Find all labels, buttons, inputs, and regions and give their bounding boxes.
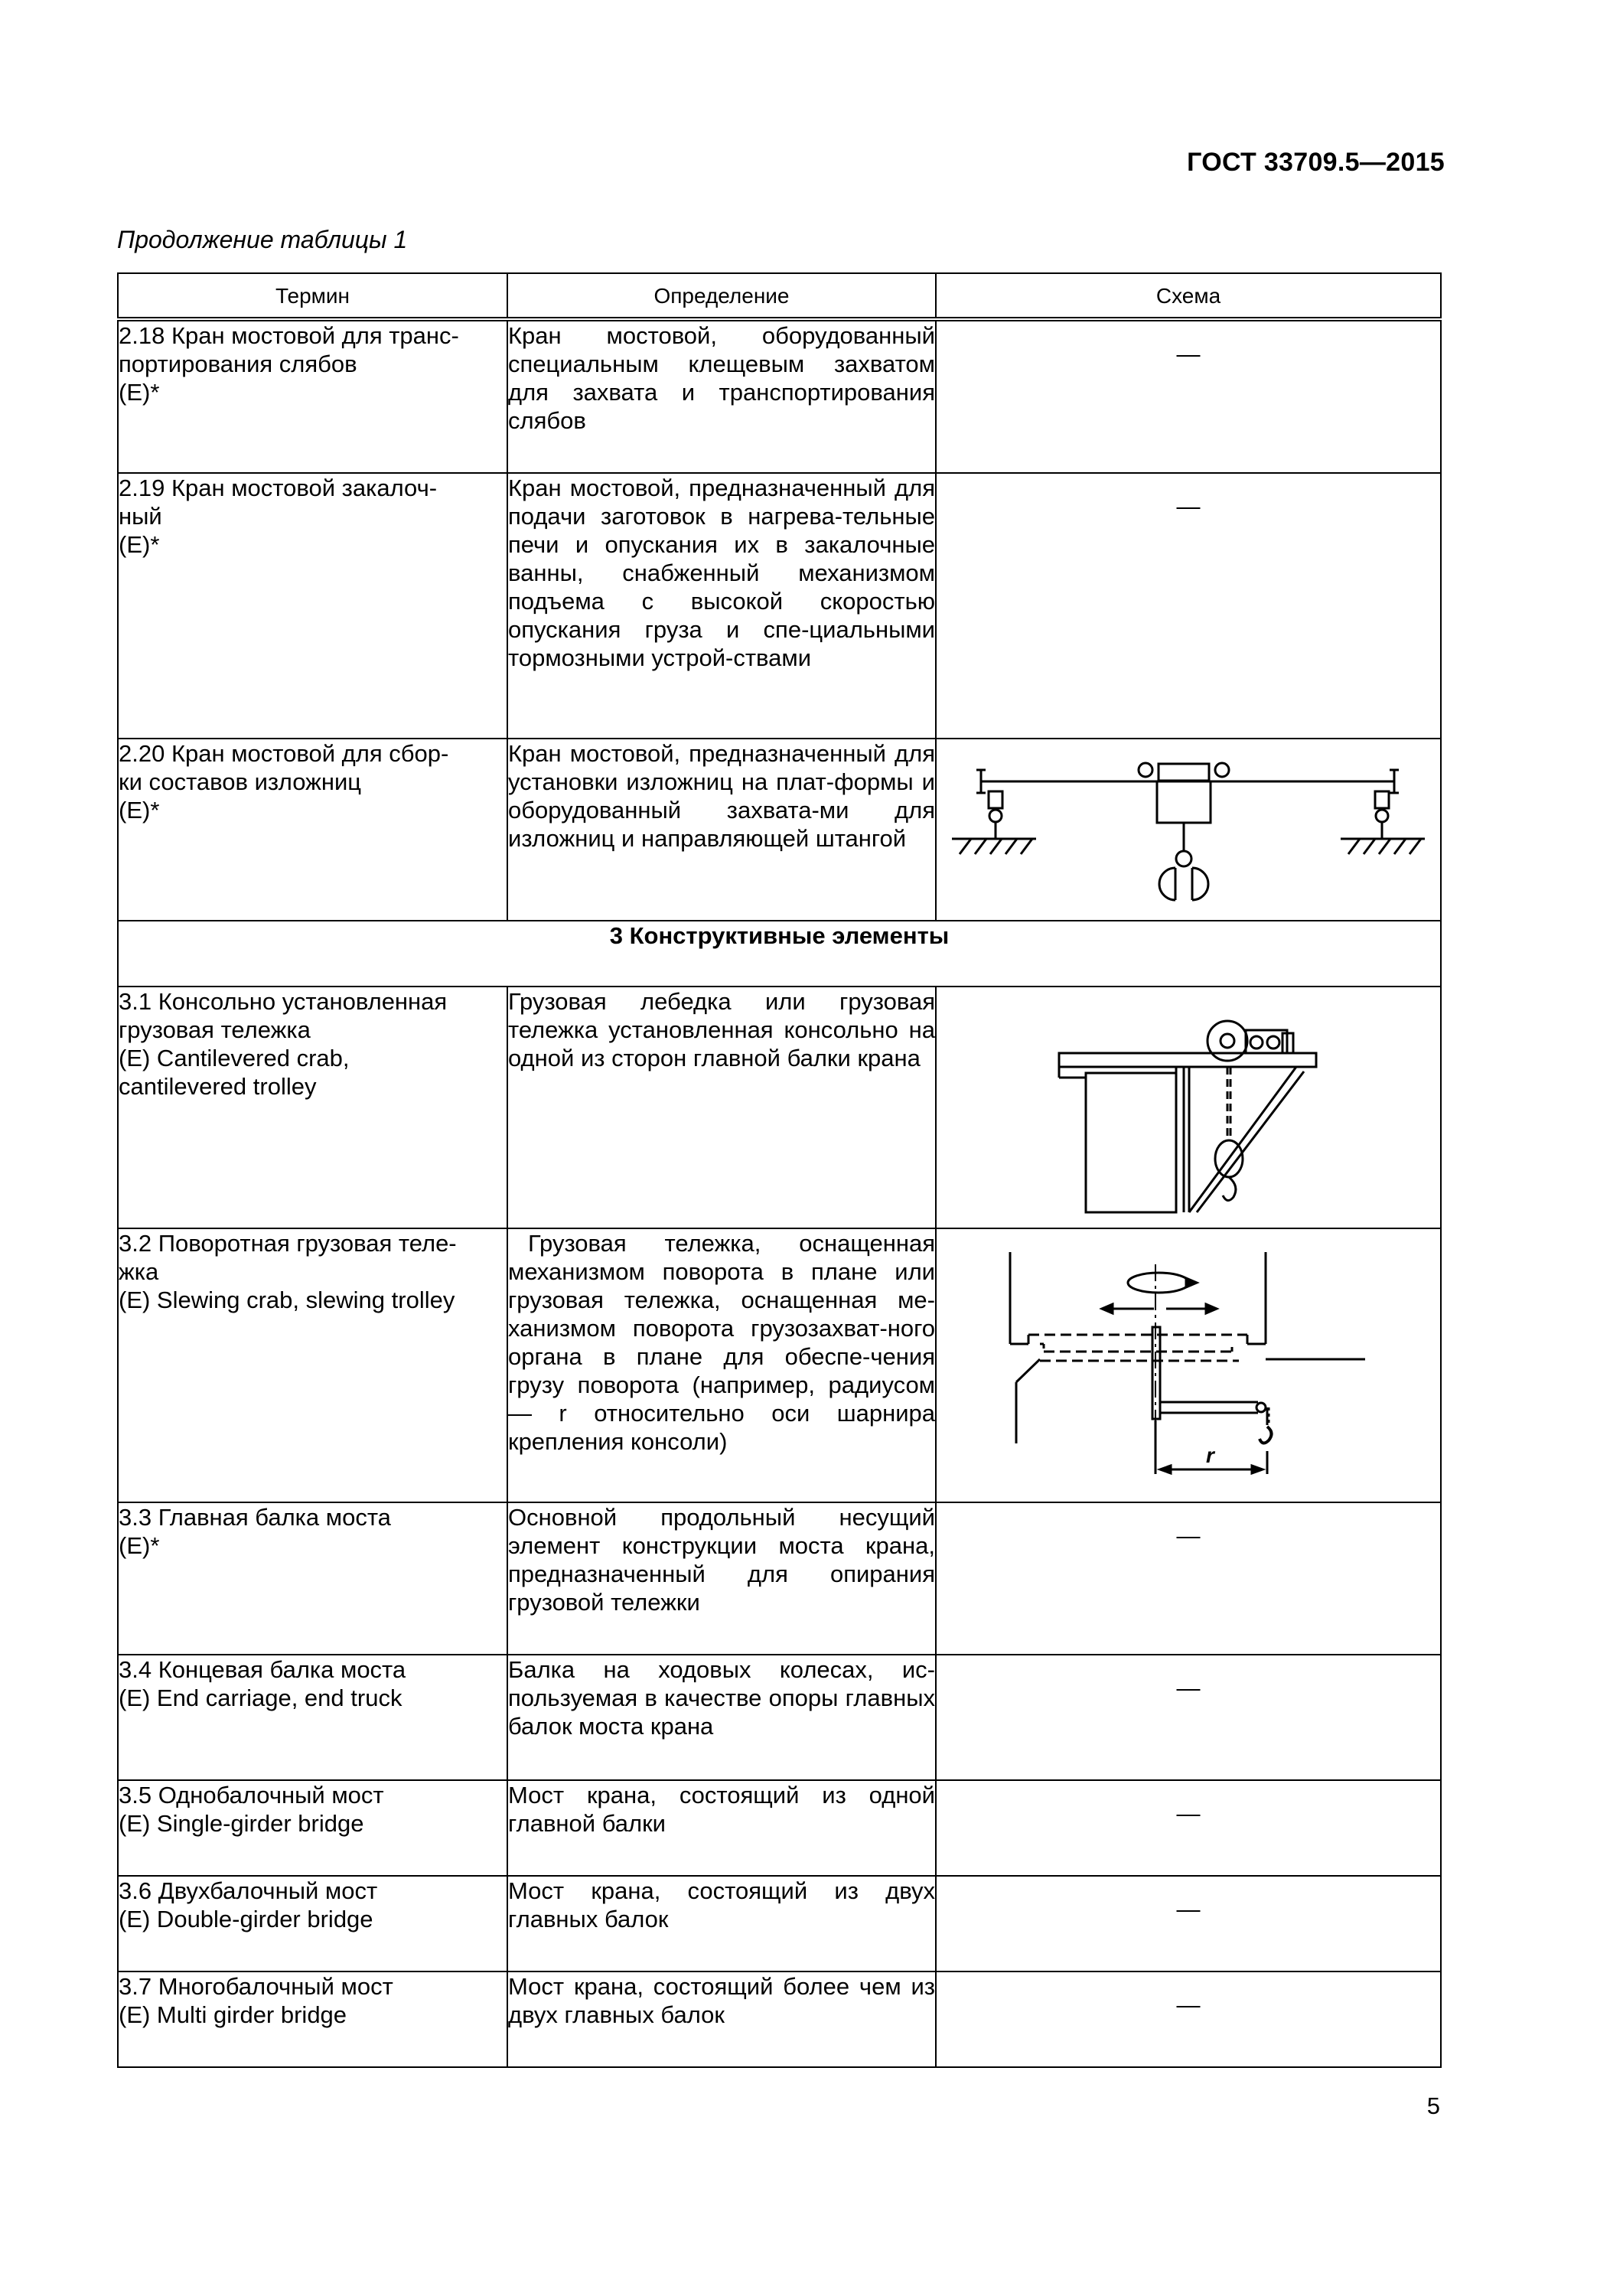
table-header-row bbox=[118, 273, 1441, 319]
definition-cell: Грузовая лебедка или грузовая тележка установленная консольно на одной из сторон главной балки крана bbox=[507, 987, 936, 1228]
term-line: 2.20 Кран мостовой для сбор- bbox=[119, 740, 449, 767]
table-row bbox=[118, 987, 1441, 1228]
term-line: 3.6 Двухбалочный мост bbox=[119, 1877, 378, 1904]
table-row bbox=[118, 1228, 1441, 1502]
schema-dash: — bbox=[1176, 341, 1201, 367]
term-line: (E) Single-girder bridge bbox=[119, 1810, 364, 1837]
term-line: (E)* bbox=[119, 379, 160, 406]
table-row bbox=[118, 1655, 1441, 1780]
table-row bbox=[118, 1780, 1441, 1876]
schema-cell bbox=[936, 739, 1441, 921]
schema-dash: — bbox=[1176, 1896, 1201, 1923]
term-cell bbox=[118, 739, 507, 921]
table-row bbox=[118, 319, 1441, 473]
schema-dash: — bbox=[1176, 1991, 1201, 2018]
term-line: 3.7 Многобалочный мост bbox=[119, 1973, 393, 2000]
schema-cell bbox=[936, 1876, 1441, 1971]
term-cell bbox=[118, 473, 507, 739]
schema-cell bbox=[936, 319, 1441, 473]
term-cell bbox=[118, 1502, 507, 1655]
column-header-schema: Схема bbox=[936, 273, 1441, 319]
term-line: cantilevered trolley bbox=[119, 1073, 317, 1100]
term-line: ки составов изложниц bbox=[119, 768, 362, 795]
schema-cell bbox=[936, 987, 1441, 1228]
term-line: 3.2 Поворотная грузовая теле- bbox=[119, 1230, 457, 1257]
definition-cell: Кран мостовой, оборудованный специальным клещевым захватом для захвата и транспортирования слябов bbox=[507, 319, 936, 473]
term-line: ный bbox=[119, 503, 162, 530]
term-line: 3.1 Консольно установленная bbox=[119, 988, 448, 1015]
term-line: 3.3 Главная балка моста bbox=[119, 1504, 391, 1531]
terms-table bbox=[117, 272, 1442, 2068]
definition-cell: Основной продольный несущий элемент конструкции моста крана, предназначенный для опирания грузовой тележки bbox=[507, 1502, 936, 1655]
term-cell bbox=[118, 987, 507, 1228]
table-row bbox=[118, 1876, 1441, 1971]
standard-code: ГОСТ 33709.5—2015 bbox=[1187, 148, 1445, 177]
term-line: (E)* bbox=[119, 797, 160, 823]
term-line: (E) Multi girder bridge bbox=[119, 2001, 347, 2028]
term-cell bbox=[118, 1876, 507, 1971]
term-line: (E) Cantilevered crab, bbox=[119, 1045, 350, 1071]
term-line: грузовая тележка bbox=[119, 1016, 311, 1043]
slewing-crab-diagram bbox=[937, 1229, 1439, 1500]
definition-cell: Мост крана, состоящий более чем из двух главных балок bbox=[507, 1971, 936, 2067]
table-row bbox=[118, 473, 1441, 739]
schema-dash: — bbox=[1176, 1800, 1201, 1827]
schema-dash: — bbox=[1176, 1675, 1201, 1701]
term-cell bbox=[118, 1228, 507, 1502]
term-line: 3.4 Концевая балка моста bbox=[119, 1656, 406, 1683]
term-cell bbox=[118, 1780, 507, 1876]
table-row bbox=[118, 1971, 1441, 2067]
term-cell bbox=[118, 1655, 507, 1780]
page-number: 5 bbox=[1426, 2092, 1440, 2119]
term-line: 2.18 Кран мостовой для транс- bbox=[119, 322, 459, 349]
schema-cell bbox=[936, 1655, 1441, 1780]
column-header-definition: Определение bbox=[507, 273, 936, 319]
cantilevered-crab-diagram bbox=[937, 987, 1439, 1226]
term-cell bbox=[118, 1971, 507, 2067]
schema-cell bbox=[936, 1228, 1441, 1502]
term-line: (E) End carriage, end truck bbox=[119, 1684, 402, 1711]
definition-cell: Мост крана, состоящий из двух главных балок bbox=[507, 1876, 936, 1971]
term-line: 2.19 Кран мостовой закалоч- bbox=[119, 475, 438, 501]
definition-cell: Балка на ходовых колесах, ис-пользуемая в качестве опоры главных балок моста крана bbox=[507, 1655, 936, 1780]
column-header-term: Термин bbox=[118, 273, 507, 319]
table-caption: Продолжение таблицы 1 bbox=[117, 226, 408, 253]
section-title: 3 Конструктивные элементы bbox=[118, 921, 1441, 987]
term-cell bbox=[118, 319, 507, 473]
definition-cell: Мост крана, состоящий из одной главной балки bbox=[507, 1780, 936, 1876]
schema-cell bbox=[936, 1780, 1441, 1876]
term-line: жка bbox=[119, 1258, 159, 1285]
definition-cell: Грузовая тележка, оснащенная механизмом поворота в плане или грузовая тележка, оснащенная ме-ханизмом поворота грузозахват-ного органа в плане для обеспе-чения грузу поворота (например, радиусом — r относительно оси шарнира крепления консоли) bbox=[507, 1228, 936, 1502]
schema-dash: — bbox=[1176, 1522, 1201, 1549]
definition-cell: Кран мостовой, предназначенный для установки изложниц на плат-формы и оборудованный захвата-ми для изложниц и направляющей штангой bbox=[507, 739, 936, 921]
table-row bbox=[118, 1502, 1441, 1655]
schema-cell bbox=[936, 1502, 1441, 1655]
term-line: портирования слябов bbox=[119, 351, 357, 377]
term-line: (E)* bbox=[119, 531, 160, 558]
schema-dash: — bbox=[1176, 493, 1201, 520]
schema-cell bbox=[936, 1971, 1441, 2067]
radius-label: r bbox=[1206, 1443, 1214, 1467]
schema-cell bbox=[936, 473, 1441, 739]
ingot-mold-crane-diagram bbox=[937, 739, 1439, 918]
term-line: 3.5 Однобалочный мост bbox=[119, 1782, 384, 1808]
term-line: (E) Double-girder bridge bbox=[119, 1906, 373, 1932]
term-line: (E) Slewing crab, slewing trolley bbox=[119, 1287, 455, 1313]
term-line: (E)* bbox=[119, 1532, 160, 1559]
section-row bbox=[118, 921, 1441, 987]
table-row bbox=[118, 739, 1441, 921]
definition-cell: Кран мостовой, предназначенный для подачи заготовок в нагрева-тельные печи и опускания их в закалочные ванны, снабженный механизмом подъема с высокой скоростью опускания груза и спе-циальными тормозными устрой-ствами bbox=[507, 473, 936, 739]
